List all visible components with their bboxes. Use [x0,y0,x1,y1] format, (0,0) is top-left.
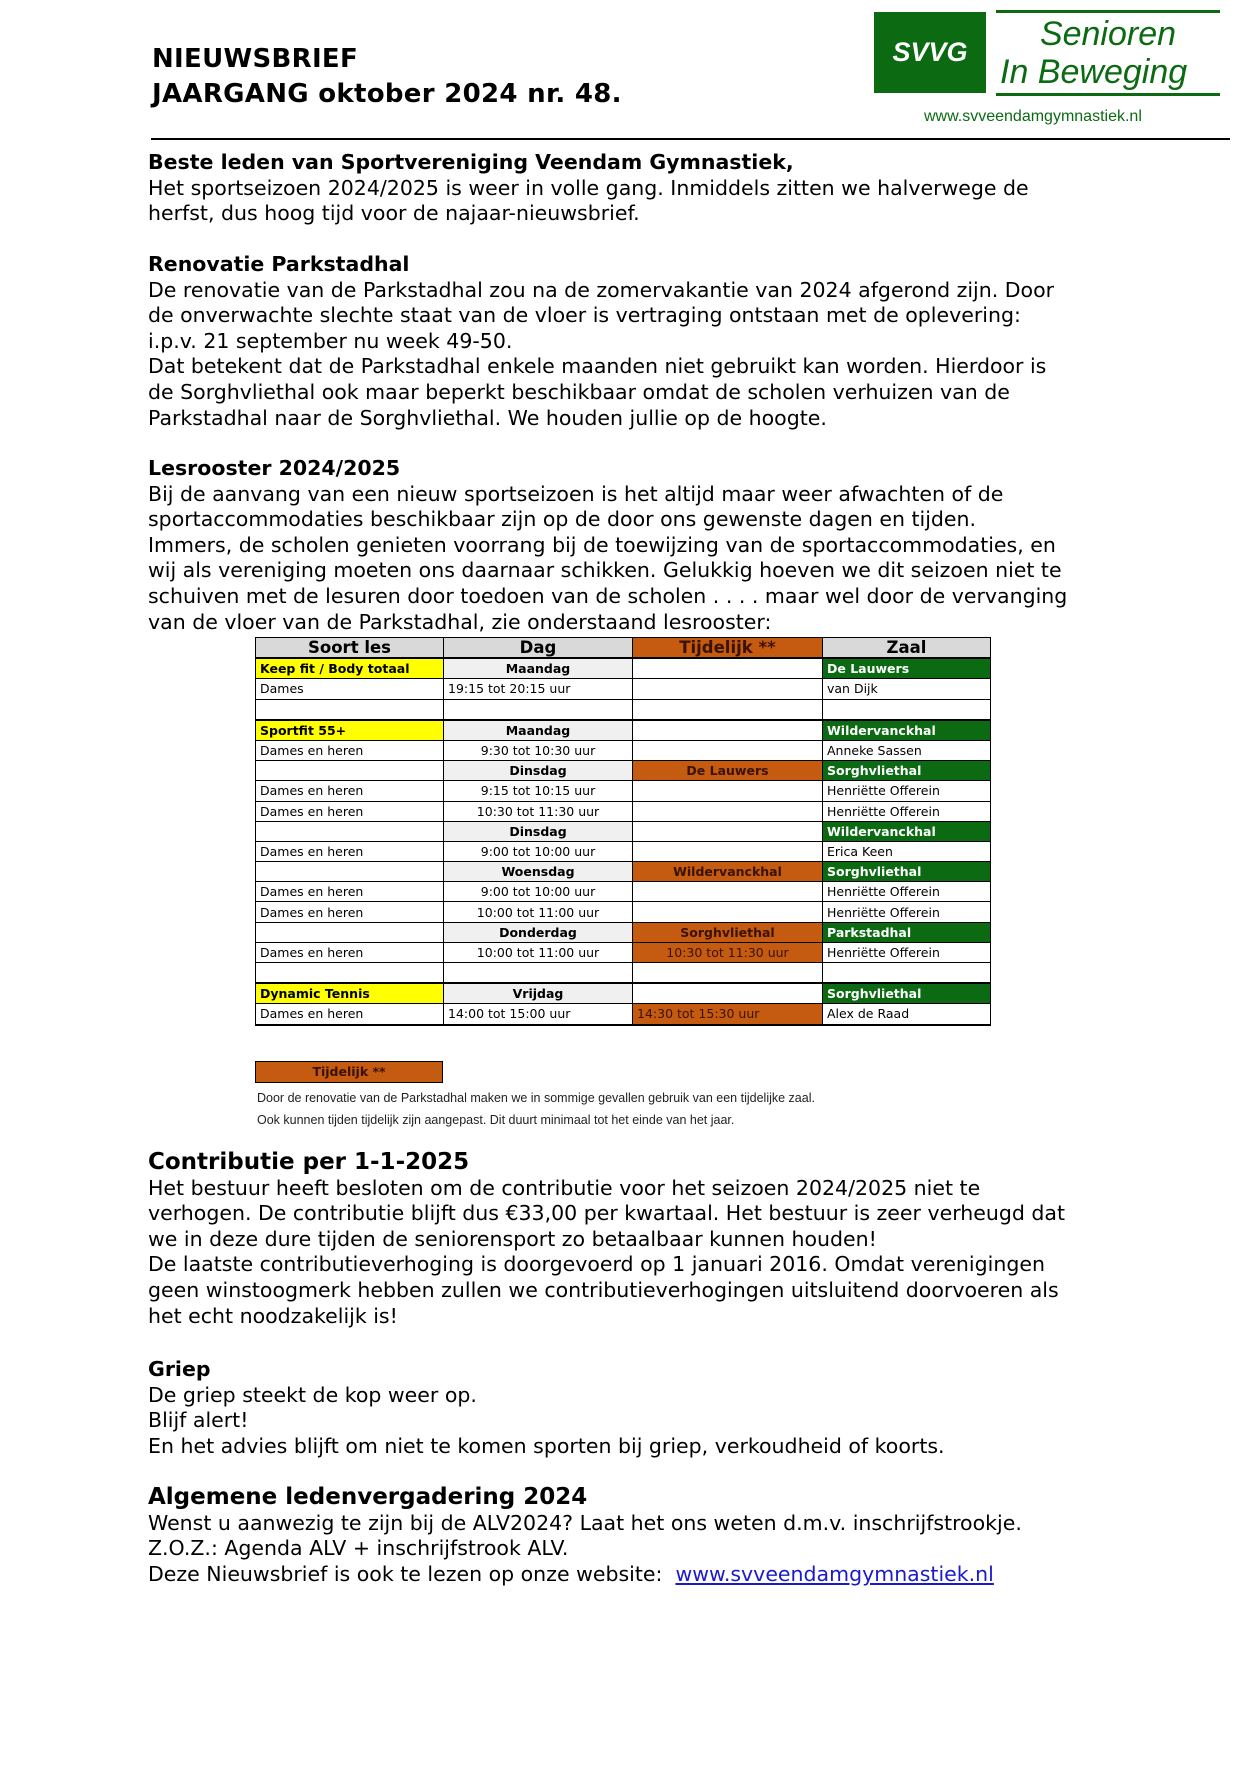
table-row [256,781,991,801]
table-row [256,658,991,679]
time: 9:00 tot 10:00 uur [444,841,633,861]
temporary [633,658,823,679]
renovatie-line: i.p.v. 21 september nu week 49-50. [148,328,513,353]
logo-url: www.svveendamgymnastiek.nl [924,108,1142,125]
temporary-hall: De Lauwers [633,761,823,781]
group [256,761,444,781]
group: Dames en heren [256,902,444,922]
col-header-soort-les: Soort les [256,638,444,659]
group [256,821,444,841]
table-row [256,942,991,962]
griep-line: Blijf alert! [148,1408,249,1433]
cell [823,963,991,984]
instructor: Henriëtte Offerein [823,942,991,962]
temporary-hall: Sorghvliethal [633,922,823,942]
cell [823,699,991,720]
svvg-logo [874,12,986,93]
col-header-tijdelijk: Tijdelijk ** [633,638,823,659]
table-row-empty [256,699,991,720]
cell [444,699,633,720]
lesrooster-line: van de vloer van de Parkstadhal, zie onderstaand lesrooster: [148,609,772,634]
instructor: Erica Keen [823,841,991,861]
title-line-1: NIEUWSBRIEF [152,44,359,74]
intro-heading: Beste leden van Sportvereniging Veendam Gymnastiek, [148,150,794,174]
renovatie-line: Parkstadhal naar de Sorghvliethal. We houden jullie op de hoogte. [148,405,827,430]
day: Donderdag [444,922,633,942]
renovatie-heading: Renovatie Parkstadhal [148,252,410,276]
temporary-time: 14:30 tot 15:30 uur [633,1004,823,1025]
table-row [256,882,991,902]
griep-line: De griep steekt de kop weer op. [148,1382,477,1407]
time: 10:00 tot 11:00 uur [444,902,633,922]
lesson-type: Dynamic Tennis [256,983,444,1004]
contributie-heading: Contributie per 1-1-2025 [148,1149,470,1175]
day: Maandag [444,720,633,741]
time: 14:00 tot 15:00 uur [444,1004,633,1025]
logo-abbr: SVVG [892,37,968,67]
table-row [256,761,991,781]
website-link[interactable]: www.svveendamgymnastiek.nl [675,1561,994,1586]
time: 9:15 tot 10:15 uur [444,781,633,801]
lesrooster-line: schuiven met de lesuren door toedoen van de scholen . . . . maar wel door de vervanging [148,583,1068,608]
temporary [633,679,823,699]
lesson-type: Keep fit / Body totaal [256,658,444,679]
title-line-2: JAARGANG oktober 2024 nr. 48. [152,79,622,109]
lesrooster-line: Bij de aanvang van een nieuw sportseizoen is het altijd maar weer afwachten of de [148,481,1004,506]
instructor: Anneke Sassen [823,740,991,760]
cell [256,963,444,984]
time: 9:30 tot 10:30 uur [444,740,633,760]
alv-line: Z.O.Z.: Agenda ALV + inschrijfstrook ALV. [148,1536,569,1561]
temporary [633,902,823,922]
griep-section [148,1357,1108,1459]
col-header-dag: Dag [444,638,633,659]
lesrooster-line: sportaccommodaties beschikbaar zijn op de door ons gewenste dagen en tijden. [148,507,977,532]
time: 19:15 tot 20:15 uur [444,679,633,699]
griep-line: En het advies blijft om niet te komen sporten bij griep, verkoudheid of koorts. [148,1433,945,1458]
table-row [256,1004,991,1025]
logo-line-1: Senioren [1039,15,1177,53]
time: 10:30 tot 11:30 uur [444,801,633,821]
group [256,862,444,882]
temporary [633,821,823,841]
cell [633,699,823,720]
contributie-line: het echt noodzakelijk is! [148,1303,398,1328]
renovatie-line: de Sorghvliethal ook maar beperkt beschikbaar omdat de scholen verhuizen van de [148,379,1010,404]
instructor: Alex de Raad [823,1004,991,1025]
contributie-section [148,1150,1108,1329]
instructor: van Dijk [823,679,991,699]
time: 9:00 tot 10:00 uur [444,882,633,902]
col-header-zaal: Zaal [823,638,991,659]
table-row [256,983,991,1004]
hall: Wildervanckhal [823,720,991,741]
lesrooster-line: Immers, de scholen genieten voorrang bij de toewijzing van de sportaccommodaties, en [148,532,1056,557]
lesrooster-section [148,456,1108,635]
legend-tijdelijk: Tijdelijk ** [255,1061,443,1083]
table-row [256,720,991,741]
group: Dames en heren [256,781,444,801]
cell [633,963,823,984]
hall: Wildervanckhal [823,821,991,841]
alv-line: Wenst u aanwezig te zijn bij de ALV2024? Laat het ons weten d.m.v. inschrijfstrookje. [148,1510,1022,1535]
table-row [256,740,991,760]
temporary [633,983,823,1004]
alv-website-line [148,1562,1108,1588]
day: Dinsdag [444,821,633,841]
alv-section [148,1485,1108,1587]
table-row [256,801,991,821]
logo-tagline [996,10,1220,96]
lesson-type: Sportfit 55+ [256,720,444,741]
table-row [256,862,991,882]
table-row [256,922,991,942]
contributie-line: geen winstoogmerk hebben zullen we contributieverhogingen uitsluitend doorvoeren als [148,1277,1059,1302]
hall: Sorghvliethal [823,862,991,882]
instructor: Henriëtte Offerein [823,781,991,801]
group: Dames en heren [256,882,444,902]
temporary [633,720,823,741]
temporary-hall: Wildervanckhal [633,862,823,882]
cell [444,963,633,984]
temporary [633,740,823,760]
contributie-line: Het bestuur heeft besloten om de contributie voor het seizoen 2024/2025 niet te [148,1175,981,1200]
renovatie-line: De renovatie van de Parkstadhal zou na de zomervakantie van 2024 afgerond zijn. Door [148,277,1055,302]
hall: Sorghvliethal [823,761,991,781]
day: Dinsdag [444,761,633,781]
hall: Sorghvliethal [823,983,991,1004]
legend-note-line: Ook kunnen tijden tijdelijk zijn aangepast. Dit duurt minimaal tot het einde van het jaar. [257,1113,735,1127]
group: Dames [256,679,444,699]
group [256,922,444,942]
contributie-line: De laatste contributieverhoging is doorgevoerd op 1 januari 2016. Omdat verenigingen [148,1252,1045,1277]
renovatie-line: de onverwachte slechte staat van de vloer is vertraging ontstaan met de oplevering: [148,303,1021,328]
logo-line-2: In Beweging [1000,53,1188,91]
group: Dames en heren [256,801,444,821]
instructor: Henriëtte Offerein [823,882,991,902]
table-row [256,902,991,922]
newsletter-title [152,42,622,112]
day: Woensdag [444,862,633,882]
temporary [633,882,823,902]
group: Dames en heren [256,942,444,962]
temporary [633,801,823,821]
contributie-line: verhogen. De contributie blijft dus €33,00 per kwartaal. Het bestuur is zeer verheugd dat [148,1201,1066,1226]
legend-note-line: Door de renovatie van de Parkstadhal maken we in sommige gevallen gebruik van een tijdelijke zaal. [257,1091,815,1105]
alv-heading: Algemene ledenvergadering 2024 [148,1484,588,1510]
hall: De Lauwers [823,658,991,679]
temporary [633,841,823,861]
cell [256,699,444,720]
header-divider [151,138,1230,140]
day: Vrijdag [444,983,633,1004]
intro-line: herfst, dus hoog tijd voor de najaar-nieuwsbrief. [148,201,640,226]
lesrooster-line: wij als vereniging moeten ons daarnaar schikken. Gelukkig hoeven we dit seizoen niet te [148,558,1062,583]
table-row [256,821,991,841]
time: 10:00 tot 11:00 uur [444,942,633,962]
lesrooster-heading: Lesrooster 2024/2025 [148,456,401,480]
intro-line: Het sportseizoen 2024/2025 is weer in volle gang. Inmiddels zitten we halverwege de [148,175,1029,200]
hall: Parkstadhal [823,922,991,942]
renovatie-section [148,252,1108,431]
website-prefix: Deze Nieuwsbrief is ook te lezen op onze website: [148,1561,676,1586]
griep-heading: Griep [148,1357,211,1381]
intro-section [148,150,1108,227]
group: Dames en heren [256,740,444,760]
lesrooster-table [255,637,991,1026]
instructor: Henriëtte Offerein [823,902,991,922]
temporary-time: 10:30 tot 11:30 uur [633,942,823,962]
table-header-row [256,638,991,659]
contributie-line: we in deze dure tijden de seniorensport zo betaalbaar kunnen houden! [148,1226,877,1251]
renovatie-line: Dat betekent dat de Parkstadhal enkele maanden niet gebruikt kan worden. Hierdoor is [148,354,1047,379]
table-row [256,841,991,861]
table-row [256,679,991,699]
table-row-empty [256,963,991,984]
day: Maandag [444,658,633,679]
group: Dames en heren [256,841,444,861]
group: Dames en heren [256,1004,444,1025]
instructor: Henriëtte Offerein [823,801,991,821]
temporary [633,781,823,801]
legend-notes [257,1087,815,1131]
